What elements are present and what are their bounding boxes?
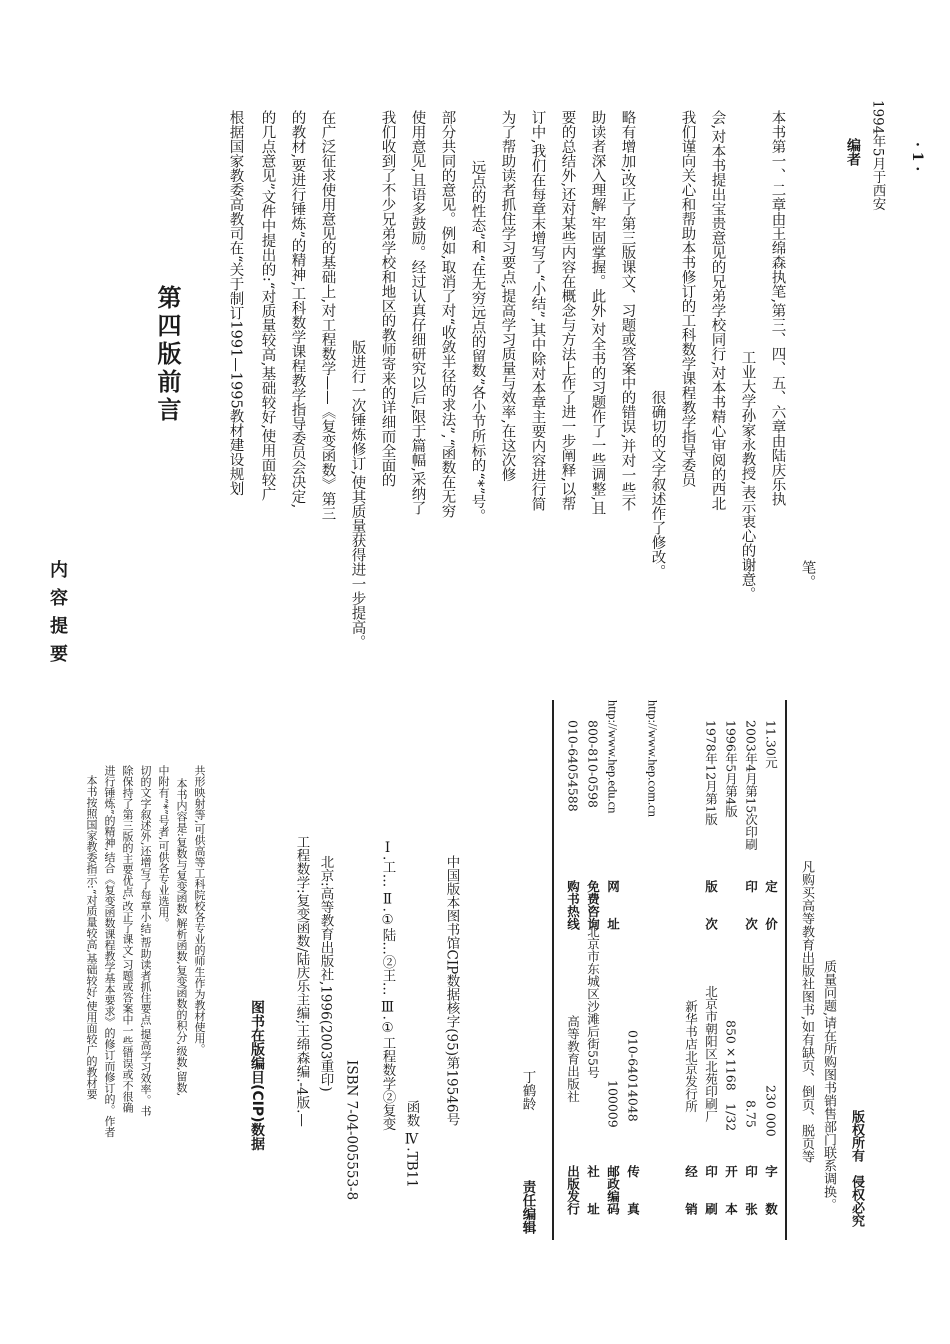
info-value: 010-64014048 [625, 1030, 641, 1122]
info-label: 免费咨询 [585, 880, 601, 930]
preface-line: 我们谨向关心和帮助本书修订的工科数学课程教学指导委员 [679, 110, 696, 487]
info-label: 购书热线 [565, 880, 581, 930]
preface-line: 订中,我们在每章末增写了“小结”,其中除对本章主要内容进行简 [529, 110, 546, 512]
preface-line: 版进行一次锤炼修订,使其质量获得进一步提高。 [349, 340, 366, 650]
info-value: 800-810-0598 [585, 720, 601, 808]
notice-line: 凡购买高等教育出版社图书,如有缺页、倒页、脱页等 [799, 860, 814, 1164]
summary-line: 切的文字叙述外,还增写了每章小结,帮助读者抓住要点,提高学习效率。书 [139, 765, 152, 1117]
cip-line: 工程数学:复变函数/陆庆乐主编;王绵森编.-4版.— [293, 835, 310, 1127]
preface-line: 使用意见,且语多鼓励。经过认真仔细研究以后,限于篇幅,采纳了 [409, 110, 426, 516]
info-label: 版 次 [703, 880, 719, 930]
preface-line: 的教材,要进行锤炼”的精神,工科数学课程教学指导委员会决定, [289, 110, 306, 509]
info-label: 出版发行 [565, 1165, 581, 1215]
info-value: 北京市朝阳区北苑印刷厂 [703, 985, 719, 1123]
summary-title: 内容提要 [47, 560, 68, 672]
info-value: 1996年5月第4版 [723, 720, 739, 818]
rule-top [552, 700, 554, 1240]
summary-line: 除保持了第三版的主要优点,改正了课文,习题或答案中一些错误或不很确 [121, 765, 134, 1113]
preface-line: 助读者深入理解,牢固掌握。此外,对全书的习题作了一些调整,且 [589, 110, 606, 516]
info-label: 印 次 [743, 880, 759, 930]
website-link[interactable]: http://www.hep.edu.cn [605, 700, 620, 814]
preface-date: 1994年5月于西安 [869, 100, 886, 211]
info-label: 经 销 [683, 1165, 699, 1215]
info-value: 2003年4月第15次印刷 [743, 720, 759, 851]
summary-line: 中附有“*”号者,可供各专业选用。 [157, 765, 170, 929]
page-number: · 1 · [909, 142, 925, 172]
preface-line: 在广泛征求使用意见的基础上,对工程数学——《复变函数》第三 [319, 110, 336, 521]
preface-line: 本书第一、二章由王绵森执笔,第三、四、五、六章由陆庆乐执 [769, 110, 786, 507]
cip-line: Ⅰ.工… Ⅱ.①陆…②王… Ⅲ.①工程数学②复变 [379, 840, 396, 1131]
cip-heading: 图书在版编目(CIP)数据 [249, 1000, 265, 1151]
cip-isbn: ISBN 7-04-005553-8 [343, 1060, 360, 1201]
preface-line: 我们收到了不少兄弟学校和地区的教师寄来的详细而全面的 [379, 110, 396, 487]
website-link[interactable]: http://www.hep.com.cn [645, 700, 660, 817]
info-label: 印 张 [743, 1165, 759, 1215]
summary-line: 共形映射等,可供高等工科院校各专业的师生作为教材使用。 [193, 765, 206, 1055]
info-value: 新华书店北京发行所 [683, 1000, 699, 1113]
cip-line: 中国版本图书馆CIP数据核字(95)第19546号 [443, 855, 460, 1126]
info-value: 高等教育出版社 [565, 1015, 581, 1103]
info-value: 北京市东城区沙滩后街55号 [585, 925, 601, 1079]
notice-line: 质量问题,请在所购图书销售部门联系调换。 [821, 960, 836, 1212]
preface-line: 会,对本书提出宝贵意见的兄弟学校同行,对本书精心审阅的西北 [709, 110, 726, 511]
preface-title: 第四版前言 [153, 285, 181, 425]
info-value: 230 000 [763, 1085, 779, 1137]
preface-line: 工业大学孙家永教授,表示衷心的谢意。 [739, 350, 756, 602]
cip-line: 北京:高等教育出版社,1996(2003重印) [317, 855, 334, 1092]
info-value: 11.30元 [763, 720, 779, 769]
info-label: 传 真 [625, 1165, 641, 1215]
preface-line: 笔。 [799, 560, 816, 589]
preface-line: 远点的性态”和“在无穷远点的留数”各小节所标的“*”号。 [469, 160, 486, 524]
info-label: 定 价 [763, 880, 779, 930]
editor-label: 责任编辑 [519, 1180, 536, 1234]
info-label: 社 址 [585, 1165, 601, 1215]
info-label: 印 刷 [703, 1165, 719, 1215]
summary-line: 进行锤炼”的精神,结合《复变函数课程教学基本要求》的修订而修订的。作者 [103, 765, 116, 1138]
info-label: 字 数 [763, 1165, 779, 1215]
rule-bottom [785, 700, 787, 1240]
preface-line: 为了帮助读者抓住学习要点,提高学习质量与效率,在这次修 [499, 110, 516, 482]
preface-line: 要的总结外,还对某些内容在概念与方法上作了进一步阐释,以帮 [559, 110, 576, 511]
copyright: 版权所有 侵权必究 [849, 1110, 864, 1227]
preface-line: 很确切的文字叙述作了修改。 [649, 390, 666, 579]
info-value: 010-64054588 [565, 720, 581, 812]
summary-line: 本书内容是:复数与复变函数,解析函数,复变函数的积分,级数,留数, [175, 778, 188, 1097]
info-label: 开 本 [723, 1165, 739, 1215]
preface-line: 根据国家教委高教司在“关于制订1991—1995教材建设规划 [227, 110, 244, 496]
info-value: 8.75 [743, 1100, 759, 1128]
editor-name: 丁鹤龄 [519, 1070, 536, 1111]
preface-line: 略有增加;改正了第三版课文、习题或答案中的错误,并对一些不 [619, 110, 636, 511]
info-label: 网 址 [605, 880, 621, 930]
info-value: 850×1168 1/32 [723, 1020, 739, 1132]
info-value: 100009 [605, 1080, 621, 1128]
preface-line: 部分共同的意见。例如,取消了对“收敛半径的求法”,“函数在无穷 [439, 110, 456, 519]
preface-line: 的几点意见”文件中提出的:“对质量较高,基础较好,使用面较广 [259, 110, 276, 502]
info-label: 邮政编码 [605, 1165, 621, 1215]
summary-line: 本书按照国家教委指示:“对质量较高,基础较好,使用面较广的教材要 [85, 775, 98, 1100]
info-value: 1978年12月第1版 [703, 720, 719, 826]
signature: 编者 [845, 138, 861, 166]
cip-line: 函数 Ⅳ.TB11 [403, 1100, 420, 1188]
